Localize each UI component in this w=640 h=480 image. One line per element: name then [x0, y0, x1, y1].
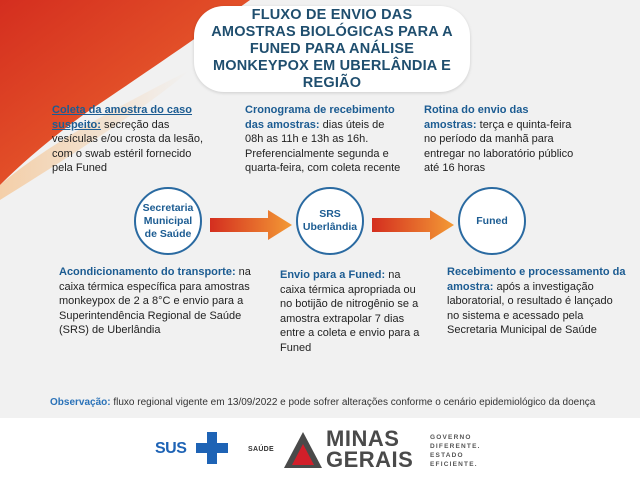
- observation-label: Observação:: [50, 397, 111, 408]
- gov-line: DIFERENTE.: [430, 443, 481, 450]
- gov-slogan: [430, 433, 481, 469]
- transport-heading: Acondicionamento do transporte:: [59, 266, 236, 278]
- send-funed-heading: Envio para a Funed:: [280, 269, 386, 281]
- schedule-block: [245, 103, 405, 176]
- collection-block: [52, 103, 214, 176]
- observation-note: [50, 397, 595, 408]
- processing-text: após a investigação laboratorial, o resultado é lançado no sistema e acessado pela Secretaria Municipal de Saúde: [447, 280, 613, 337]
- node-secretaria-municipal: [134, 187, 202, 255]
- collection-heading: Coleta da amostra do caso suspeito:: [52, 104, 192, 131]
- arrow-right-icon: [372, 210, 454, 240]
- saude-label: SAÚDE: [248, 446, 275, 453]
- transport-block: [59, 265, 264, 338]
- routine-block: [424, 103, 584, 176]
- send-funed-text: na caixa térmica apropriada ou no botijão de nitrogênio se a amostra extrapolar 7 dias entre a coleta e envio para a Funed: [280, 269, 420, 354]
- minas-gerais-triangle-icon: [284, 432, 322, 468]
- sus-logo-text: SUS: [155, 440, 187, 457]
- node-srs-label: SRS Uberlândia: [302, 208, 358, 233]
- gov-line: GOVERNO: [430, 434, 472, 441]
- processing-block: [447, 265, 627, 338]
- gerais-word: GERAIS: [326, 447, 414, 472]
- node-funed-label: Funed: [476, 214, 508, 227]
- routine-text: terça e quinta-feira no período da manhã para entregar no laboratório público até 16 horas: [424, 118, 574, 175]
- send-funed-block: [280, 268, 424, 356]
- node-funed: [458, 187, 526, 255]
- processing-heading: Recebimento e processamento da amostra:: [447, 266, 626, 293]
- node-secretaria-label: Secretaria Municipal de Saúde: [142, 201, 194, 240]
- title-box: [194, 6, 470, 92]
- sus-cross-icon: [196, 432, 228, 464]
- routine-heading: Rotina do envio das amostras:: [424, 104, 529, 131]
- transport-text: na caixa térmica específica para amostras monkeypox de 2 a 8°C e envio para a Superintendência Regional de Saúde (SRS) de Uberlândia: [59, 266, 251, 337]
- schedule-heading: Cronograma de recebimento das amostras:: [245, 104, 395, 131]
- gov-line: ESTADO: [430, 452, 464, 459]
- page-title: FLUXO DE ENVIO DAS AMOSTRAS BIOLÓGICAS PARA A FUNED PARA ANÁLISE MONKEYPOX EM UBERLÂNDIA E REGIÃO: [211, 6, 453, 91]
- minas-word: MINAS: [326, 426, 400, 451]
- observation-text: fluxo regional vigente em 13/09/2022 e pode sofrer alterações conforme o cenário epidemiológico da doença: [110, 397, 596, 408]
- collection-text: secreção das vesículas e/ou crosta da lesão, com o swab estéril fornecido pela Funed: [52, 118, 204, 175]
- minas-gerais-wordmark: [326, 428, 413, 470]
- gov-line: EFICIENTE.: [430, 461, 478, 468]
- arrow-right-icon: [210, 210, 292, 240]
- node-srs-uberlandia: [296, 187, 364, 255]
- schedule-text: dias úteis de 08h as 11h e 13h as 16h. Preferencialmente segunda e quarta-feira, com coleta recente: [245, 118, 401, 175]
